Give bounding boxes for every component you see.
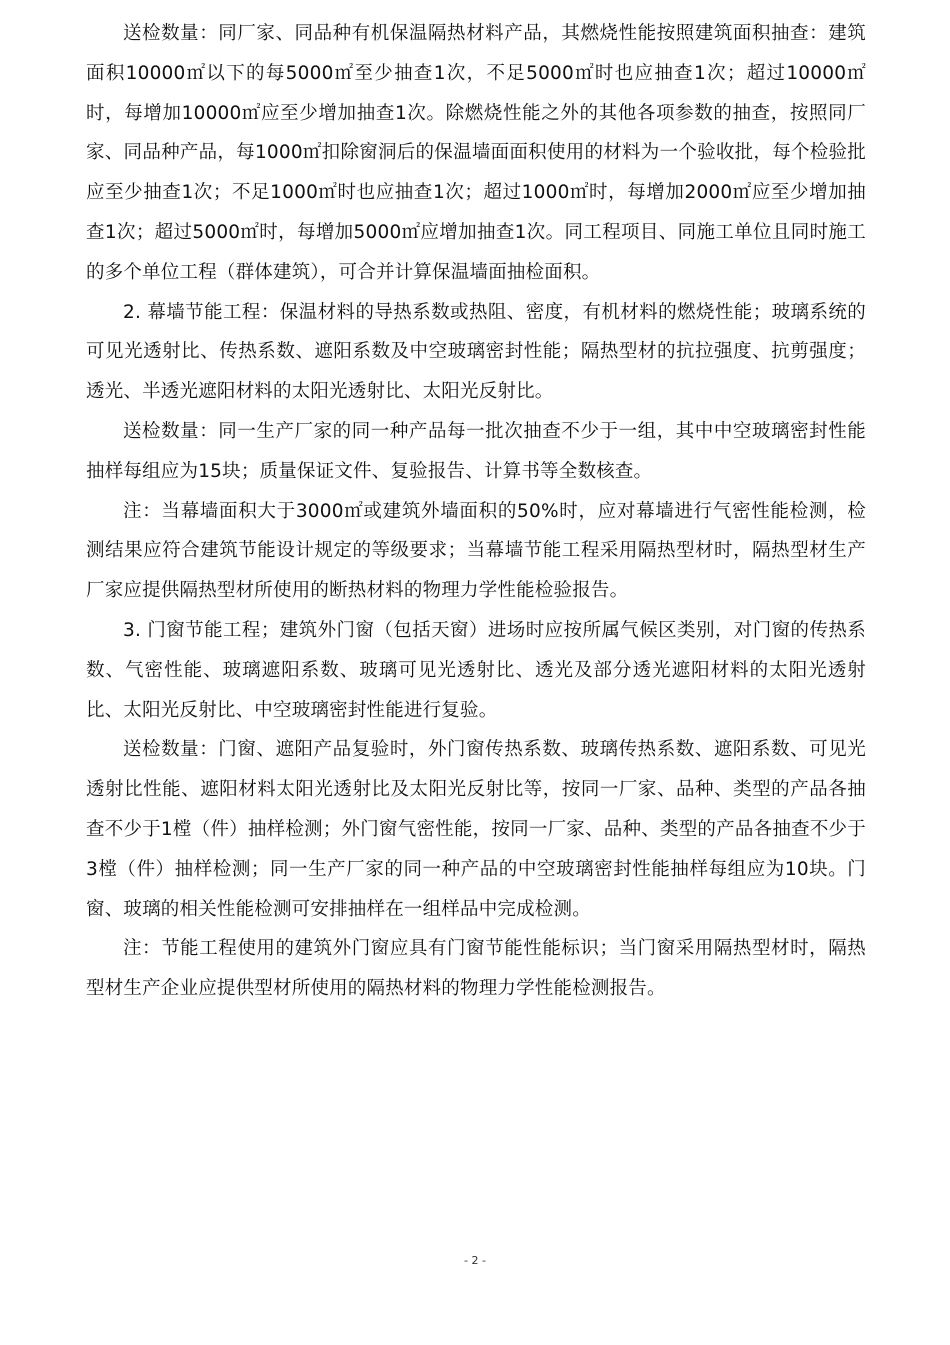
document-body [86,14,866,1009]
paragraph-doors-windows-note: 注：节能工程使用的建筑外门窗应具有门窗节能性能标识；当门窗采用隔热型材时，隔热型材生产企业应提供型材所使用的隔热材料的物理力学性能检测报告。 [86,938,866,1000]
paragraph-doors-windows-energy: 3. 门窗节能工程；建筑外门窗（包括天窗）进场时应按所属气候区类别，对门窗的传热系数、气密性能、玻璃遮阳系数、玻璃可见光透射比、透光及部分透光遮阳材料的太阳光透射比、太阳光反射比、中空玻璃密封性能进行复验。 [86,619,866,721]
paragraph-curtain-wall-energy: 2. 幕墙节能工程：保温材料的导热系数或热阻、密度，有机材料的燃烧性能；玻璃系统的可见光透射比、传热系数、遮阳系数及中空玻璃密封性能；隔热型材的抗拉强度、抗剪强度；透光、半透光遮阳材料的太阳光透射比、太阳光反射比。 [86,301,866,403]
paragraph-curtain-wall-quantity: 送检数量：同一生产厂家的同一种产品每一批次抽查不少于一组，其中中空玻璃密封性能抽样每组应为15块；质量保证文件、复验报告、计算书等全数核查。 [86,420,866,482]
paragraph-curtain-wall-note: 注：当幕墙面积大于3000㎡或建筑外墙面积的50%时，应对幕墙进行气密性能检测，检测结果应符合建筑节能设计规定的等级要求；当幕墙节能工程采用隔热型材时，隔热型材生产厂家应提供隔热型材所使用的断热材料的物理力学性能检验报告。 [86,500,866,602]
paragraph-doors-windows-quantity: 送检数量：门窗、遮阳产品复验时，外门窗传热系数、玻璃传热系数、遮阳系数、可见光透射比性能、遮阳材料太阳光透射比及太阳光反射比等，按同一厂家、品种、类型的产品各抽查不少于1樘（件）抽样检测；外门窗气密性能，按同一厂家、品种、类型的产品各抽查不少于3樘（件）抽样检测；同一生产厂家的同一种产品的中空玻璃密封性能抽样每组应为10块。门窗、玻璃的相关性能检测可安排抽样在一组样品中完成检测。 [86,739,866,920]
paragraph-inspection-quantity-insulation: 送检数量：同厂家、同品种有机保温隔热材料产品，其燃烧性能按照建筑面积抽查：建筑面积10000㎡以下的每5000㎡至少抽查1次，不足5000㎡时也应抽查1次；超过10000㎡时，每增加10000㎡应至少增加抽查1次。除燃烧性能之外的其他各项参数的抽查，按照同厂家、同品种产品，每1000㎡扣除窗洞后的保温墙面面积使用的材料为一个验收批，每个检验批应至少抽查1次；不足1000㎡时也应抽查1次；超过1000㎡时，每增加2000㎡应至少增加抽查1次；超过5000㎡时，每增加5000㎡应增加抽查1次。同工程项目、同施工单位且同时施工的多个单位工程（群体建筑），可合并计算保温墙面抽检面积。 [86,23,866,283]
page-number: - 2 - [464,1254,486,1267]
